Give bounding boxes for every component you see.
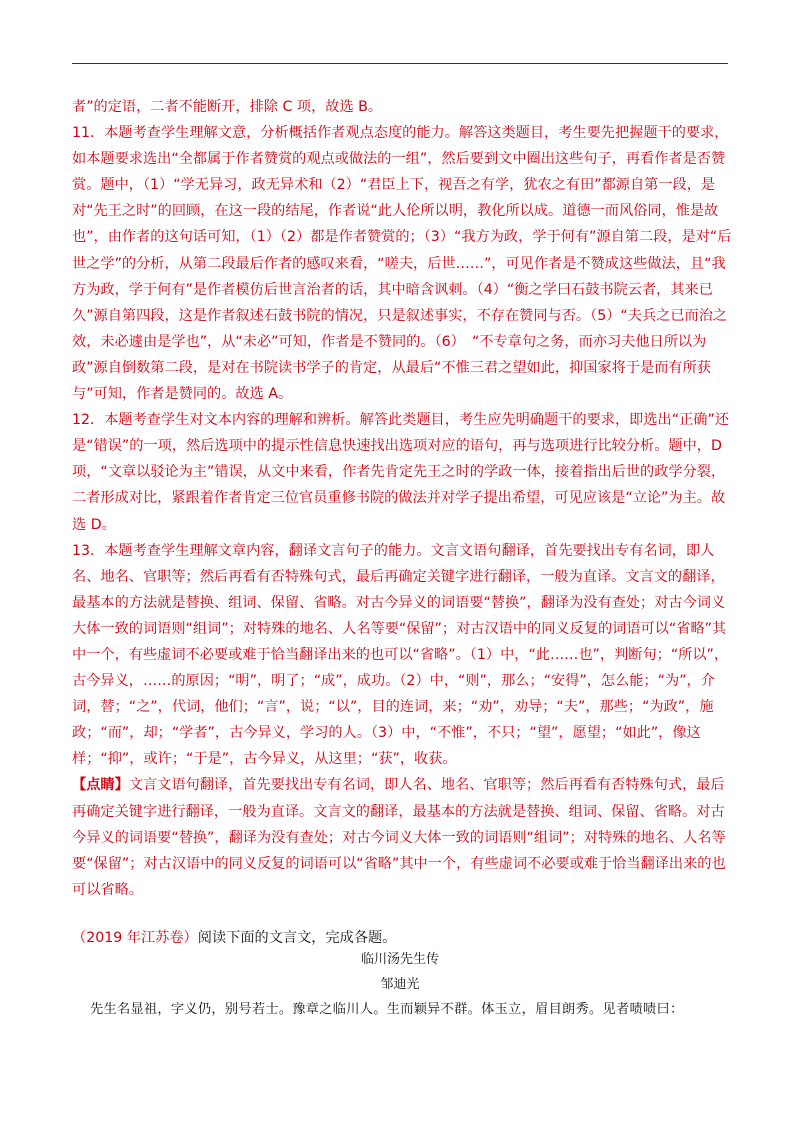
explanation-intro: 者”的定语，二者不能断开，排除 C 项，故选 B。: [72, 99, 383, 115]
passage-title: 临川汤先生传: [360, 952, 439, 967]
tip-text: 文言文语句翻译，首先要找出专有名词，即人名、地名、官职等；然后再看有否特殊句式，最后再确定关键字进行翻译，一般为直译。文言文的翻译，最基本的方法就是替换、组词、保留、省略。对古今异义的词语要“替换”，翻译为没有查处；对古今词义大体一致的词语则“组词”；对特殊的地名、人名等要“保留”；对古汉语中的同义反复的词语可以“省略”其中一个，有些虚词不必要或难于恰当翻译出来的也可以省略。: [72, 777, 726, 898]
passage-first-line: 先生名显祖，字义仍，别号若士。豫章之临川人。生而颖异不群。体玉立，眉目朗秀。见者啧啧曰：: [90, 1002, 684, 1017]
question-source: （2019 年江苏卷）: [72, 930, 198, 946]
explanation-q13: 13．本题考查学生理解文章内容，翻译文言句子的能力。文言文语句翻译，首先要找出专有名词，即人名、地名、官职等；然后再看有否特殊句式，最后再确定关键字进行翻译，一般为直译。文言文的翻译，最基本的方法就是替换、组词、保留、省略。对古今异义的词语要“替换”，翻译为没有查处；对古今词义大体一致的词语则“组词”；对特殊的地名、人名等要“保留”；对古汉语中的同义反复的词语可以“省略”其中一个，有些虚词不必要或难于恰当翻译出来的也可以“省略”。（1）中，“此……也”，判断句；“所以”，古今异义，……的原因；“明”，明了；“成”，成功。（2）中，“则”，那么；“安得”，怎么能；“为”，介词，替；“之”，代词，他们；“言”，说；“以”，目的连词，来；“劝”，劝导；“夫”，那些；“为政”，施政；“而”，却；“学者”，古今异义，学习的人。（3）中，“不惟”，不只；“望”，愿望；“如此”，像这样；“抑”，或许；“于是”，古今异义，从这里；“获”，收获。: [72, 542, 729, 768]
question-instruction: 阅读下面的文言文，完成各题。: [197, 930, 397, 946]
explanation-tip: [72, 772, 732, 902]
answer-explanation: [72, 94, 732, 903]
header-rule: [72, 63, 728, 64]
explanation-q12: 12．本题考查学生对文本内容的理解和辨析。解答此类题目，考生应先明确题干的要求，即选出“正确”还是“错误”的一项，然后选项中的提示性信息快速找出选项对应的语句，再与选项进行比较分析。题中，D 项，“文章以驳论为主”错误，从文中来看，作者先肯定先王之时的学政一体，接着指出后世的政学分裂，二者形成对比，紧跟着作者肯定三位官员重修书院的做法并对学子提出希望，可见应该是“立论”为主。故选 D。: [72, 412, 730, 533]
question-source-line: [72, 928, 396, 948]
explanation-q11: 11．本题考查学生理解文意，分析概括作者观点态度的能力。解答这类题目，考生要先把握题干的要求，如本题要求选出“全都属于作者赞赏的观点或做法的一组”，然后要到文中圈出这些句子，再看作者是否赞赏。题中，（1）“学无异习，政无异术和（2）“君臣上下，视吾之有学，犹农之有田”都源自第一段，是对“先王之时”的回顾，在这一段的结尾，作者说“此人伦所以明，教化所以成。道德一而风俗同，惟是故也”，由作者的这句话可知，（1）（2）都是作者赞赏的；（3）“我方为政，学于何有”源自第二段，是对“后世之学”的分析，从第二段最后作者的感叹来看，“嗟夫，后世……”，可见作者是不赞成这些做法，且“我方为政，学于何有”是作者模仿后世言治者的话，其中暗含讽刺。（4）“衡之学曰石鼓书院云者，其来已久”源自第四段，这是作者叙述石鼓书院的情况，只是叙述事实，不存在赞同与否。（5）“夫兵之已而治之效，未必遽由是学也”，从“未必”可知，作者是不赞同的。（6） “不专章句之务，而亦习夫他日所以为政”源自倒数第二段，是对在书院读书学子的肯定，从最后“不惟三君之望如此，抑国家将于是而有所获与”可知，作者是赞同的。故选 A。: [72, 125, 732, 403]
tip-label: 【点睛】: [72, 777, 129, 794]
passage-author: 邹迪光: [380, 977, 420, 992]
